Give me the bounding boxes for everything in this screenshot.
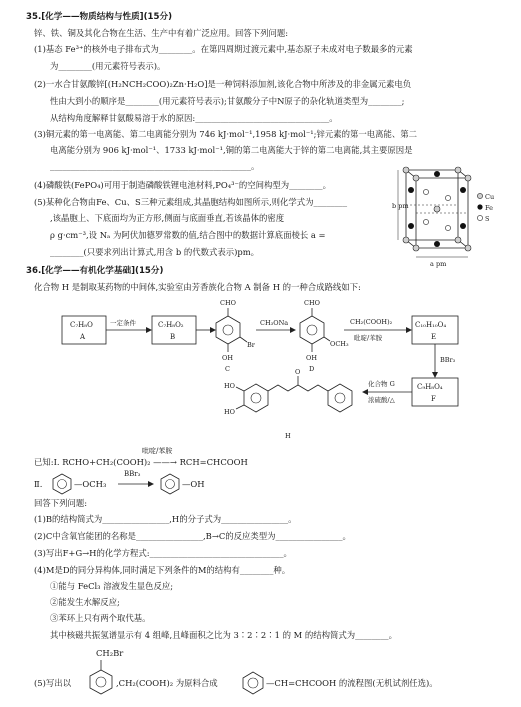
q35-part4: (4)磷酸铁(FePO₄)可用于制造磷酸铁锂电池材料,PO₄³⁻的空间构型为________。 (34, 180, 331, 190)
legend-s: S (485, 215, 490, 223)
synthesis-route (0, 296, 521, 446)
fig-width-label: a pm (430, 260, 447, 268)
legend-cu: Cu (485, 193, 495, 201)
q36-part5-reagent: ,CH₂(COOH)₂ 为原料合成 (116, 678, 218, 688)
box-b-label: B (170, 333, 176, 341)
d-group-oh: OH (306, 354, 317, 362)
d-label: D (309, 365, 315, 373)
q35-part1-line2: 为________(用元素符号表示)。 (50, 61, 166, 71)
known2-condition: BBr₃ (124, 470, 141, 478)
c-group-br: Br (247, 341, 255, 349)
c-group-oh: OH (222, 354, 233, 362)
q35-part2-line2: 性由大到小的顺序是________(用元素符号表示);甘氨酸分子中N原子的杂化轨道类型为________; (50, 96, 405, 106)
box-b-formula: C₇H₈O₂ (158, 321, 184, 329)
q35-part5-line1: (5)某种化合物由Fe、Cu、S三种元素组成,其晶胞结构如图所示,则化学式为________ (34, 197, 348, 207)
known2-benzene-1 (50, 472, 74, 496)
known2-arrow (118, 480, 154, 488)
known-reaction-2-group: —OCH₃ (74, 479, 107, 489)
known-reaction-2-product: —OH (182, 479, 205, 489)
known-reaction-2-label: Ⅱ. (34, 479, 43, 489)
c-group-cho: CHO (220, 299, 236, 307)
q35-part5-line2: ,该晶胞上、下底面均为正方形,侧面与底面垂直,若该晶体的密度 (50, 213, 285, 223)
c-label: C (225, 365, 230, 373)
q36-part2: (2)C中含氧官能团的名称是________________,B→C的反应类型为________________。 (34, 531, 351, 541)
q35-part1-line1: (1)基态 Fe³⁺的核外电子排布式为________。在第四周期过渡元素中,基态原子未成对电子数最多的元素 (34, 44, 413, 54)
box-a-formula: C₇H₈O (70, 321, 93, 329)
d-group-cho: CHO (304, 299, 320, 307)
q35-part3-line3: ________________________________________________。 (50, 161, 260, 171)
q36-part5-target: —CH=CHCOOH 的流程图(无机试剂任选)。 (266, 678, 438, 688)
box-e-label: E (431, 333, 437, 341)
cond-d-e-bottom: 吡啶/苯胺 (354, 334, 383, 342)
box-a-label: A (80, 333, 86, 341)
cond-a-b: 一定条件 (110, 319, 136, 327)
d-group-och3: OCH₃ (330, 340, 349, 348)
h-group-ho-2: HO (224, 408, 235, 416)
q36-part1: (1)B的结构简式为________________,H的分子式为________________。 (34, 514, 297, 524)
q36-condition-4: 其中核磁共振氢谱显示有 4 组峰,且峰面积之比为 3∶2∶2∶1 的 M 的结构简式为________。 (50, 630, 397, 640)
q36-title: 36.[化学——有机化学基础](15分) (26, 266, 164, 276)
q36-condition-3: ③苯环上只有两个取代基。 (50, 613, 151, 623)
benzyl-bromide-group: CH₂Br (96, 648, 124, 658)
legend-fe: Fe (485, 204, 494, 212)
known-reaction-1: 已知:Ⅰ. RCHO+CH₂(COOH)₂ ——→ RCH=CHCOOH (34, 457, 248, 467)
cond-f-h-bottom: 浓硫酸/△ (368, 396, 395, 404)
q36-answer-heading: 回答下列问题: (34, 498, 88, 508)
q36-part5-lead: (5)写出以 (34, 678, 71, 688)
q36-condition-2: ②能发生水解反应; (50, 597, 120, 607)
q36-condition-1: ①能与 FeCl₃ 溶液发生显色反应; (50, 581, 174, 591)
q35-part3-line1: (3)铜元素的第一电离能、第二电离能分别为 746 kJ·mol⁻¹,1958 kJ·mol⁻¹;锌元素的第一电离能、第二 (34, 129, 417, 139)
cond-e-f: BBr₃ (440, 356, 456, 364)
q35-intro: 锌、铁、铜及其化合物在生活、生产中有着广泛应用。回答下列问题: (34, 28, 289, 38)
q36-part3: (3)写出F+G→H的化学方程式:________________________________。 (34, 548, 292, 558)
q36-part4: (4)M是D的同分异构体,同时满足下列条件的M的结构有________种。 (34, 565, 291, 575)
q35-part3-line2: 电离能分别为 906 kJ·mol⁻¹、1733 kJ·mol⁻¹,铜的第二电离能大于锌的第二电离能,其主要原因是 (50, 145, 413, 155)
h-label: H (285, 432, 291, 440)
box-f-formula: C₉H₈O₄ (417, 383, 443, 391)
known2-benzene-2 (158, 472, 182, 496)
q35-part5-line3: ρ g·cm⁻³,设 Nₐ 为阿伏加德罗常数的值,结合图中的数据计算底面棱长 a = (50, 230, 326, 240)
known1-condition: 吡啶/苯胺 (142, 447, 173, 455)
h-group-ho-1: HO (224, 382, 235, 390)
fig-height-label: b pm (392, 202, 409, 210)
cond-f-h-top: 化合物 G (368, 380, 395, 388)
benzyl-bromide-structure (86, 656, 116, 700)
h-group-o: O (295, 368, 301, 376)
cond-d-e-top: CH₂(COOH)₂ (350, 318, 393, 326)
box-e-formula: C₁₀H₁₀O₄ (415, 321, 447, 329)
box-f-label: F (431, 395, 436, 403)
q35-part5-line4: ________(只要求列出计算式,用含 b 的代数式表示)pm。 (50, 247, 260, 257)
cond-c-d: CH₃ONa (260, 319, 289, 327)
q36-intro: 化合物 H 是制取某药物的中间体,实验室由芳香族化合物 A 制备 H 的一种合成路线如下: (34, 282, 361, 292)
q35-title: 35.[化学——物质结构与性质](15分) (26, 12, 173, 22)
crystal-cell-figure (392, 160, 500, 272)
q35-part2-line1: (2)一水合甘氨酸锌[(H₂NCH₂COO)₂Zn·H₂O]是一种饲料添加剂,该化合物中所涉及的非金属元素电负 (34, 79, 412, 89)
q35-part2-line3: 从结构角度解释甘氨酸易溶于水的原因:________________________________。 (50, 113, 338, 123)
target-product-benzene (240, 670, 266, 696)
